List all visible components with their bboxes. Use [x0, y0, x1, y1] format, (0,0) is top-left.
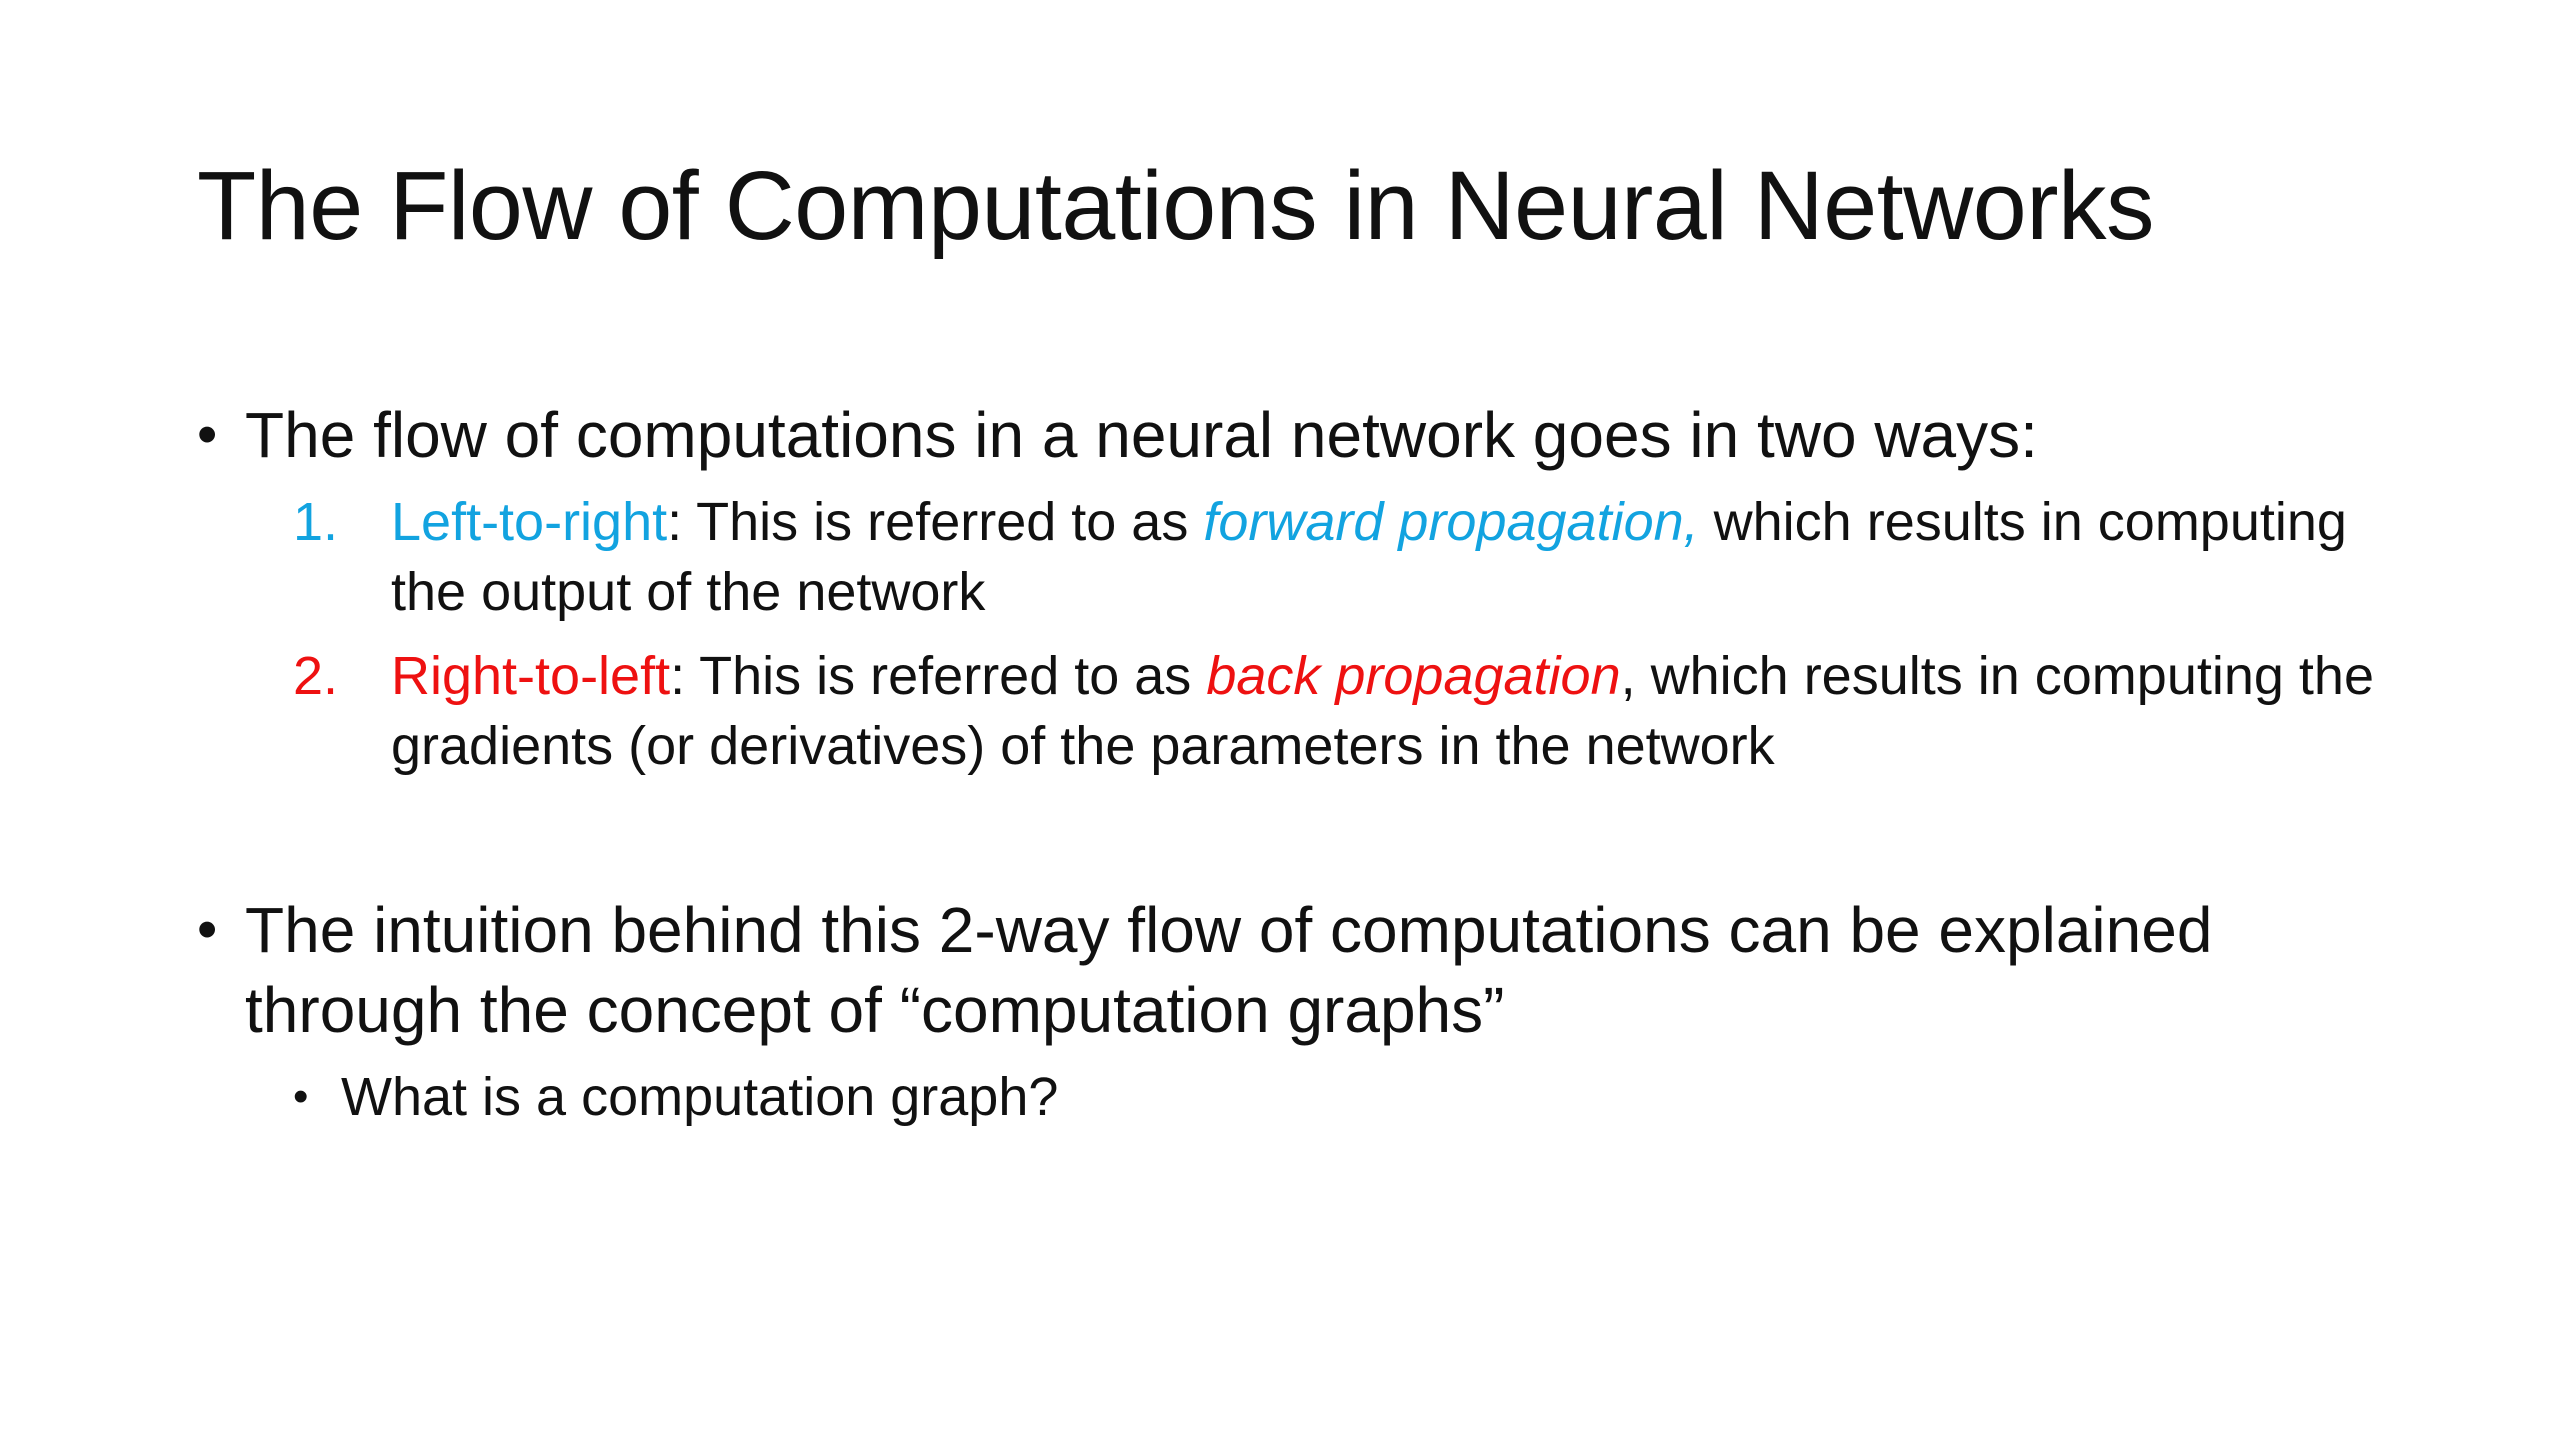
bullet-intuition [197, 890, 2427, 1050]
slide-body [197, 395, 2427, 1132]
direction-label: Left-to-right [391, 492, 668, 552]
bullet-text: The flow of computations in a neural network goes in two ways: [245, 399, 2038, 471]
term-forward-propagation: forward propagation, [1203, 492, 1699, 552]
list-item-backward [293, 641, 2427, 781]
bullet-dot: • [293, 1072, 309, 1121]
list-item-text [391, 487, 2427, 627]
item-mid-text: : This is referred to as [670, 646, 1207, 706]
list-item-forward [293, 487, 2427, 627]
numbered-list [293, 487, 2427, 781]
item-rest-text: , which results in computing the gradients (or derivatives) of the parameters in the network [391, 646, 2374, 776]
bullet-dot: • [197, 402, 218, 467]
item-mid-text: : This is referred to as [667, 492, 1204, 552]
sub-bullet-question [293, 1062, 2427, 1132]
list-number: 1. [293, 492, 339, 552]
bullet-text: The intuition behind this 2-way flow of computations can be explained through the concept of “computation graphs” [245, 894, 2213, 1046]
bullet-dot: • [197, 897, 218, 962]
term-back-propagation: back propagation [1206, 646, 1621, 706]
item-rest-text: which results in computing the output of the network [391, 492, 2347, 622]
slide-title: The Flow of Computations in Neural Networks [197, 151, 2155, 260]
sub-bullet-text: What is a computation graph? [341, 1067, 1059, 1127]
bullet-flow [197, 395, 2427, 475]
list-number: 2. [293, 646, 339, 706]
spacer [197, 795, 2427, 890]
direction-label: Right-to-left [391, 646, 671, 706]
list-item-text [391, 641, 2427, 781]
